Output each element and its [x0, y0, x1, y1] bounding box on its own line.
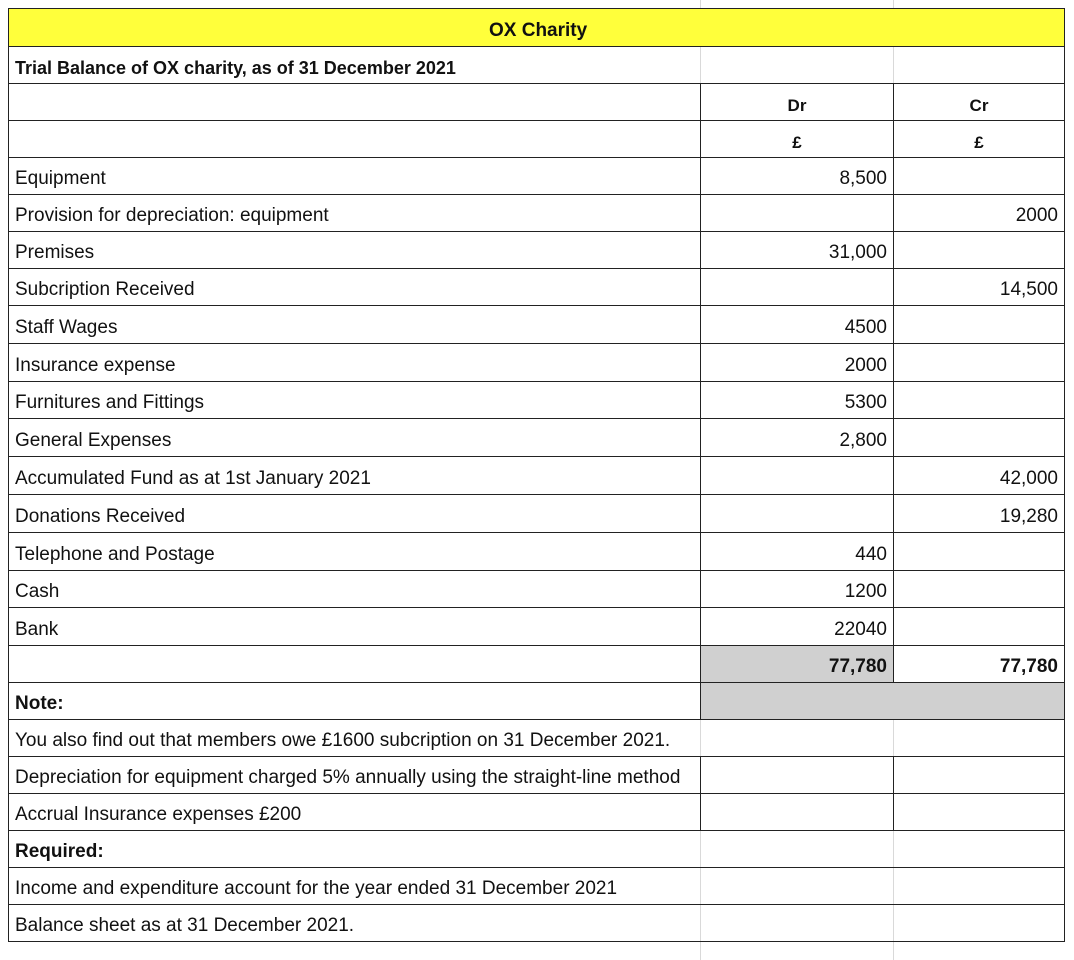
cr-value	[894, 608, 1065, 646]
table-row	[9, 571, 1065, 608]
required-heading-row	[9, 831, 1065, 868]
cr-value	[894, 533, 1065, 571]
required-row	[9, 905, 1065, 942]
dr-value: 5300	[701, 382, 894, 419]
cr-value: 42,000	[894, 457, 1065, 495]
cr-value	[894, 344, 1065, 382]
account-name: General Expenses	[9, 419, 701, 457]
table-row	[9, 382, 1065, 419]
title-row	[9, 9, 1065, 47]
dr-value: 2000	[701, 344, 894, 382]
table-row	[9, 495, 1065, 533]
account-name: Insurance expense	[9, 344, 701, 382]
table-row	[9, 457, 1065, 495]
account-name: Donations Received	[9, 495, 701, 533]
dr-unit: £	[701, 121, 894, 158]
note-text: Depreciation for equipment charged 5% annually using the straight-line method	[9, 757, 701, 794]
header-row-units	[9, 121, 1065, 158]
account-name: Staff Wages	[9, 306, 701, 344]
account-name: Premises	[9, 232, 701, 269]
cr-value	[894, 306, 1065, 344]
table-row	[9, 608, 1065, 646]
required-text: Balance sheet as at 31 December 2021.	[9, 905, 1065, 942]
account-name: Cash	[9, 571, 701, 608]
subtitle-row	[9, 47, 1065, 84]
required-text: Income and expenditure account for the year ended 31 December 2021	[9, 868, 1065, 905]
cr-value: 14,500	[894, 269, 1065, 306]
account-name: Subcription Received	[9, 269, 701, 306]
table-row	[9, 232, 1065, 269]
cr-value: 2000	[894, 195, 1065, 232]
dr-total: 77,780	[701, 646, 894, 683]
dr-header: Dr	[701, 84, 894, 121]
table-row	[9, 344, 1065, 382]
dr-value: 440	[701, 533, 894, 571]
account-name: Furnitures and Fittings	[9, 382, 701, 419]
cr-unit: £	[894, 121, 1065, 158]
table-row	[9, 306, 1065, 344]
dr-value	[701, 269, 894, 306]
table-row	[9, 269, 1065, 306]
note-row	[9, 720, 1065, 757]
cr-value	[894, 232, 1065, 269]
dr-value: 31,000	[701, 232, 894, 269]
note-heading-row	[9, 683, 1065, 720]
required-row	[9, 868, 1065, 905]
cr-value: 19,280	[894, 495, 1065, 533]
account-name: Telephone and Postage	[9, 533, 701, 571]
dr-value: 2,800	[701, 419, 894, 457]
note-text: Accrual Insurance expenses £200	[9, 794, 701, 831]
table-row	[9, 195, 1065, 232]
table-row	[9, 158, 1065, 195]
cr-value	[894, 382, 1065, 419]
dr-value: 1200	[701, 571, 894, 608]
table-row	[9, 533, 1065, 571]
dr-value	[701, 195, 894, 232]
cr-total: 77,780	[894, 646, 1065, 683]
account-name: Provision for depreciation: equipment	[9, 195, 701, 232]
totals-row	[9, 646, 1065, 683]
note-row	[9, 757, 1065, 794]
cr-value	[894, 419, 1065, 457]
cr-value	[894, 158, 1065, 195]
sheet-subtitle: Trial Balance of OX charity, as of 31 December 2021	[9, 47, 1065, 84]
note-heading: Note:	[9, 683, 701, 720]
table-row	[9, 419, 1065, 457]
dr-value: 4500	[701, 306, 894, 344]
dr-value: 8,500	[701, 158, 894, 195]
dr-value	[701, 457, 894, 495]
account-name: Bank	[9, 608, 701, 646]
dr-value: 22040	[701, 608, 894, 646]
cr-value	[894, 571, 1065, 608]
note-row	[9, 794, 1065, 831]
note-text: You also find out that members owe £1600 subcription on 31 December 2021.	[9, 720, 1065, 757]
required-heading: Required:	[9, 831, 1065, 868]
dr-value	[701, 495, 894, 533]
cr-header: Cr	[894, 84, 1065, 121]
sheet-title: OX Charity	[9, 9, 1065, 47]
header-row-dr-cr	[9, 84, 1065, 121]
account-name: Accumulated Fund as at 1st January 2021	[9, 457, 701, 495]
account-name: Equipment	[9, 158, 701, 195]
trial-balance-table	[8, 8, 1065, 942]
